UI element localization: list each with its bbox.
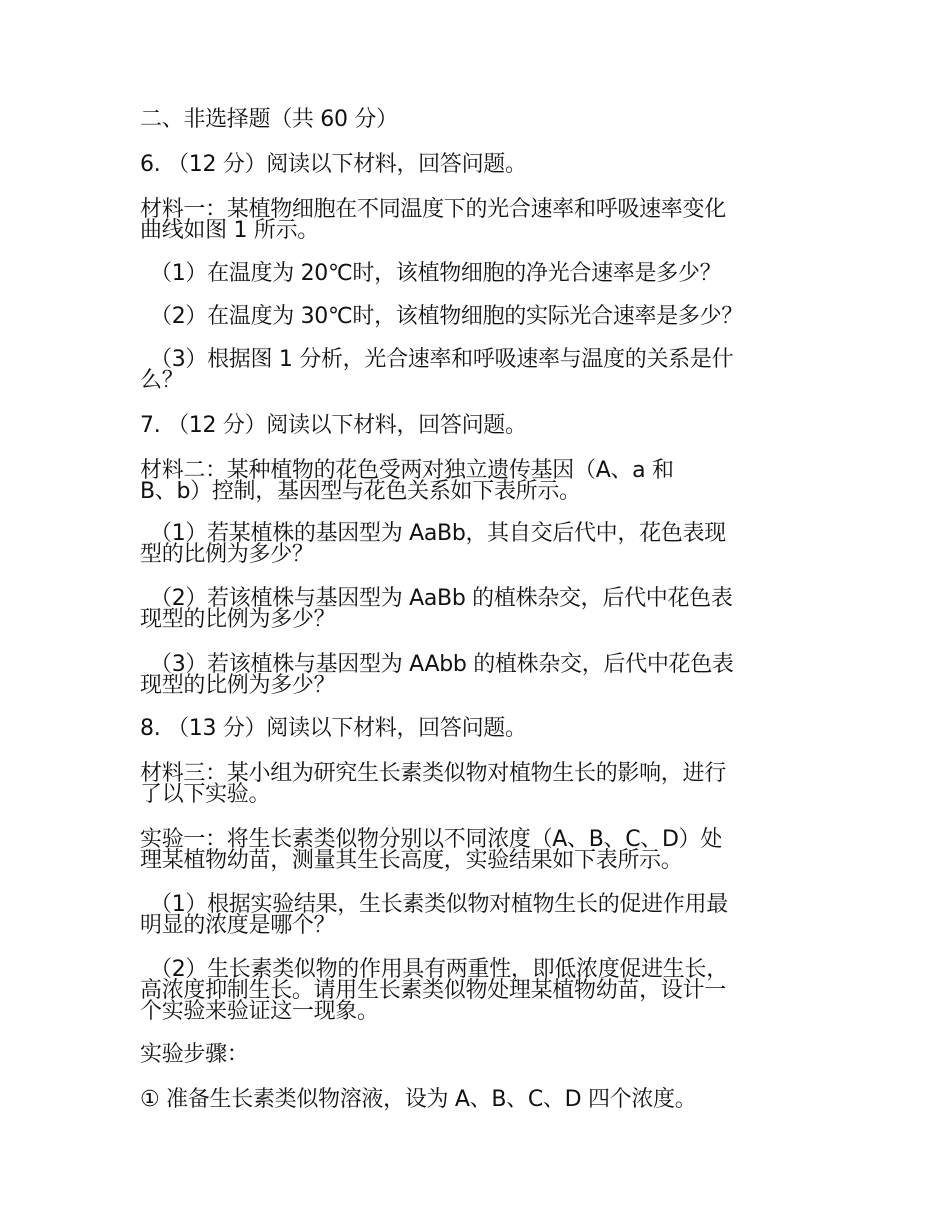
q8-subquestion-2-line-2: 高浓度抑制生长。请用生长素类似物处理某植物幼苗，设计一	[140, 978, 726, 1003]
q8-subquestion-2-line-3: 个实验来验证这一现象。	[140, 999, 379, 1024]
q6-material-line-1: 材料一：某植物细胞在不同温度下的光合速率和呼吸速率变化	[140, 197, 726, 222]
q6-heading: 6. （12 分）阅读以下材料，回答问题。	[140, 152, 527, 177]
q7-subquestion-1-line-2: 型的比例为多少？	[140, 542, 314, 567]
q6-subquestion-2: （2）在温度为 30℃时，该植物细胞的实际光合速率是多少？	[150, 304, 743, 329]
q8-subquestion-1-line-1: （1）根据实验结果，生长素类似物对植物生长的促进作用最	[150, 892, 728, 917]
q7-subquestion-2-line-1: （2）若该植株与基因型为 AaBb 的植株杂交，后代中花色表	[150, 586, 733, 611]
q6-material-line-2: 曲线如图 1 所示。	[140, 218, 319, 243]
q8-step-1: ① 准备生长素类似物溶液，设为 A、B、C、D 四个浓度。	[140, 1087, 697, 1112]
q8-steps-label: 实验步骤：	[140, 1042, 249, 1067]
q8-material-line-2: 了以下实验。	[140, 782, 271, 807]
q6-subquestion-3-line-2: 么？	[140, 368, 184, 393]
q7-heading: 7. （12 分）阅读以下材料，回答问题。	[140, 413, 527, 438]
q7-subquestion-2-line-2: 现型的比例为多少？	[140, 607, 336, 632]
section-title: 二、非选择题（共 60 分）	[140, 107, 398, 132]
q8-experiment-line-1: 实验一：将生长素类似物分别以不同浓度（A、B、C、D）处	[140, 827, 723, 852]
q8-heading: 8. （13 分）阅读以下材料，回答问题。	[140, 716, 527, 741]
q6-subquestion-3-line-1: （3）根据图 1 分析，光合速率和呼吸速率与温度的关系是什	[150, 347, 734, 372]
q7-subquestion-3-line-1: （3）若该植株与基因型为 AAbb 的植株杂交，后代中花色表	[150, 652, 734, 677]
q8-subquestion-1-line-2: 明显的浓度是哪个？	[140, 913, 336, 938]
q6-subquestion-1: （1）在温度为 20℃时，该植物细胞的净光合速率是多少？	[150, 261, 722, 286]
q8-material-line-1: 材料三：某小组为研究生长素类似物对植物生长的影响，进行	[140, 761, 726, 786]
q8-experiment-line-2: 理某植物幼苗，测量其生长高度，实验结果如下表所示。	[140, 848, 683, 873]
q7-subquestion-1-line-1: （1）若某植株的基因型为 AaBb，其自交后代中，花色表现	[150, 521, 726, 546]
q7-material-line-1: 材料二：某种植物的花色受两对独立遗传基因（A、a 和	[140, 458, 674, 483]
q7-material-line-2: B、b）控制，基因型与花色关系如下表所示。	[140, 479, 581, 504]
q8-subquestion-2-line-1: （2）生长素类似物的作用具有两重性，即低浓度促进生长，	[150, 957, 728, 982]
q7-subquestion-3-line-2: 现型的比例为多少？	[140, 673, 336, 698]
